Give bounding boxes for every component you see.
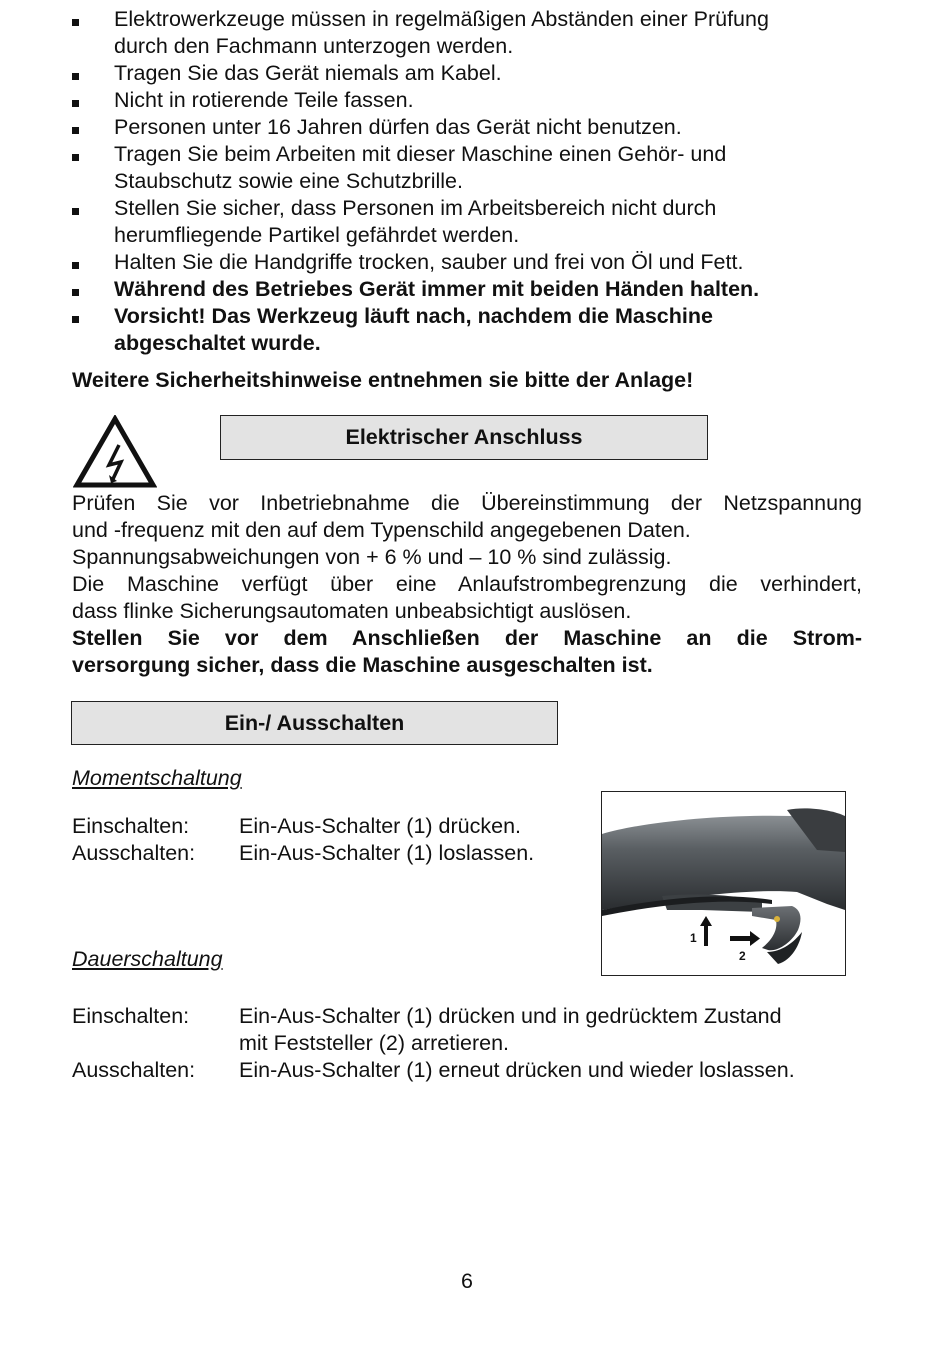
page-number: 6 bbox=[461, 1269, 473, 1293]
paragraph-line-bold: versorgung sicher, dass die Maschine ausgeschalten ist. bbox=[72, 653, 653, 677]
bullet-text: Personen unter 16 Jahren dürfen das Gerät nicht benutzen. bbox=[114, 115, 682, 139]
paragraph-line-bold: Stellen Sie vor dem Anschließen der Maschine an die Strom- bbox=[72, 626, 862, 650]
bullet-text: Staubschutz sowie eine Schutzbrille. bbox=[114, 169, 463, 193]
text-on-continued: mit Feststeller (2) arretieren. bbox=[239, 1031, 510, 1055]
bullet-marker bbox=[72, 91, 82, 101]
bullet-text: durch den Fachmann unterzogen werden. bbox=[114, 34, 514, 58]
paragraph-line: Die Maschine verfügt über eine Anlaufstrombegrenzung die verhindert, bbox=[72, 572, 862, 596]
figure-label-2: 2 bbox=[739, 949, 746, 963]
bullet-marker bbox=[72, 10, 82, 20]
bullet-marker bbox=[72, 307, 82, 317]
section-header-switch bbox=[71, 701, 558, 745]
paragraph-line: und -frequenz mit den auf dem Typenschild angegebenen Daten. bbox=[72, 518, 691, 542]
bullet-text: Stellen Sie sicher, dass Personen im Arbeitsbereich nicht durch bbox=[114, 196, 717, 220]
section-title: Ein-/ Ausschalten bbox=[224, 711, 405, 735]
section-title: Elektrischer Anschluss bbox=[345, 425, 583, 449]
paragraph-line: dass flinke Sicherungsautomaten unbeabsichtigt auslösen. bbox=[72, 599, 632, 623]
bullet-marker bbox=[72, 118, 82, 128]
bullet-text: Während des Betriebes Gerät immer mit beiden Händen halten. bbox=[114, 277, 760, 301]
label-off: Ausschalten: bbox=[72, 841, 196, 865]
electric-hazard-icon bbox=[73, 415, 157, 489]
text-off: Ein-Aus-Schalter (1) erneut drücken und wieder loslassen. bbox=[239, 1058, 795, 1082]
label-on: Einschalten: bbox=[72, 814, 190, 838]
bullet-text: abgeschaltet wurde. bbox=[114, 331, 321, 355]
bullet-text: Tragen Sie das Gerät niemals am Kabel. bbox=[114, 61, 502, 85]
text-off: Ein-Aus-Schalter (1) loslassen. bbox=[239, 841, 535, 865]
bullet-marker bbox=[72, 64, 82, 74]
grinder-handle-photo bbox=[602, 792, 845, 975]
bullet-text: herumfliegende Partikel gefährdet werden. bbox=[114, 223, 520, 247]
bullet-text: Vorsicht! Das Werkzeug läuft nach, nachdem die Maschine bbox=[114, 304, 713, 328]
section-header-electric bbox=[220, 415, 708, 460]
bullet-marker bbox=[72, 280, 82, 290]
bullet-marker bbox=[72, 145, 82, 155]
bullet-text: Halten Sie die Handgriffe trocken, sauber und frei von Öl und Fett. bbox=[114, 250, 744, 274]
bullet-marker bbox=[72, 253, 82, 263]
figure-label-1: 1 bbox=[690, 931, 697, 945]
text-on: Ein-Aus-Schalter (1) drücken. bbox=[239, 814, 521, 838]
bullet-text: Elektrowerkzeuge müssen in regelmäßigen Abständen einer Prüfung bbox=[114, 7, 769, 31]
bullet-text: Tragen Sie beim Arbeiten mit dieser Maschine einen Gehör- und bbox=[114, 142, 727, 166]
label-off: Ausschalten: bbox=[72, 1058, 196, 1082]
more-safety-note: Weitere Sicherheitshinweise entnehmen sie bitte der Anlage! bbox=[72, 368, 694, 392]
text-on: Ein-Aus-Schalter (1) drücken und in gedrücktem Zustand bbox=[239, 1004, 782, 1028]
label-on: Einschalten: bbox=[72, 1004, 190, 1028]
subheading-moment: Momentschaltung bbox=[72, 766, 242, 790]
subheading-permanent: Dauerschaltung bbox=[72, 947, 223, 971]
bullet-text: Nicht in rotierende Teile fassen. bbox=[114, 88, 414, 112]
paragraph-line: Spannungsabweichungen von + 6 % und – 10 % sind zulässig. bbox=[72, 545, 672, 569]
switch-figure bbox=[601, 791, 846, 976]
bullet-marker bbox=[72, 199, 82, 209]
paragraph-line: Prüfen Sie vor Inbetriebnahme die Übereinstimmung der Netzspannung bbox=[72, 491, 862, 515]
